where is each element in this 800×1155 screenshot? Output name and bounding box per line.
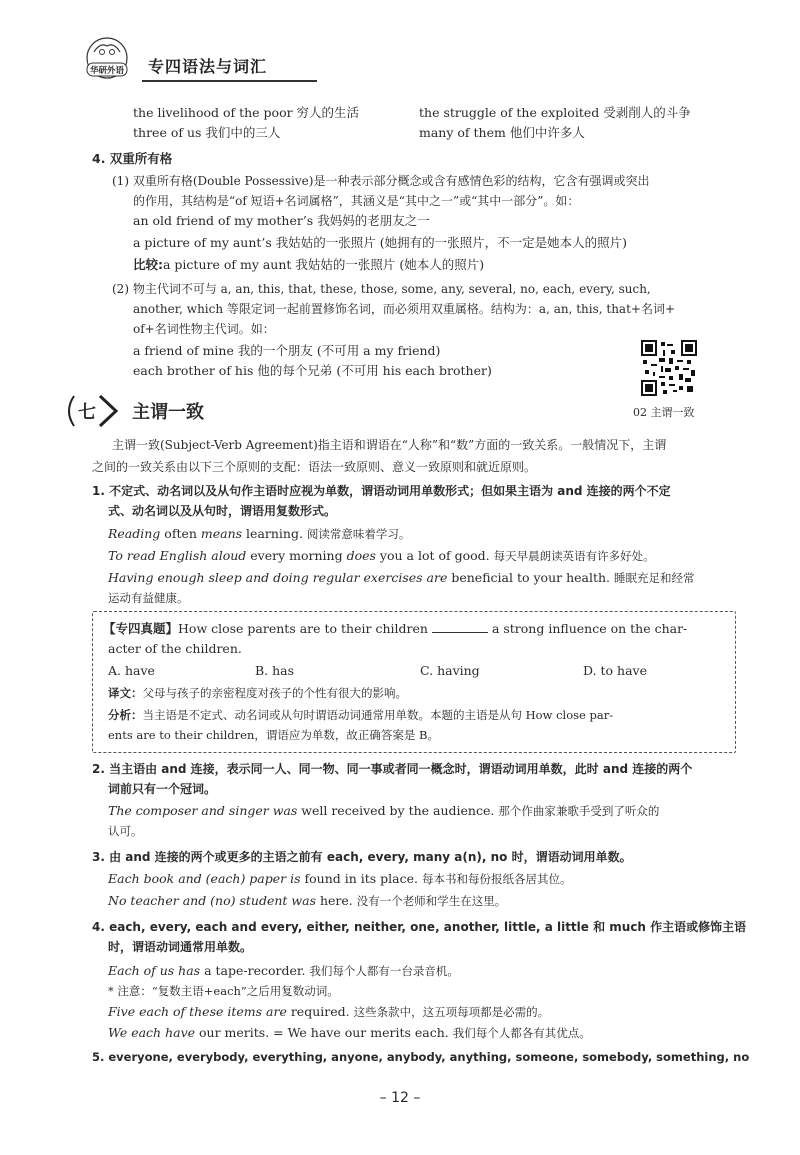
example-text: a tape-recorder. — [200, 963, 310, 978]
example-text: found in its place. — [300, 871, 422, 886]
example-text: every morning — [246, 548, 347, 563]
example-text: required. — [286, 1004, 354, 1019]
example-line: three of us 我们中的三人 — [133, 125, 281, 140]
example-text: beneficial to your health. — [447, 570, 614, 585]
example-subject: Each book and (each) paper is — [108, 871, 301, 886]
example-translation: 我们每个人都有一台录音机。 — [309, 964, 459, 978]
example-verb: means — [200, 526, 243, 541]
page-header — [80, 36, 720, 86]
example-subject: The composer and singer was — [108, 803, 298, 818]
svg-text:华研外语: 华研外语 — [89, 66, 125, 76]
example-line — [108, 525, 410, 543]
example-subject: To read English aloud — [108, 548, 247, 563]
analysis-label: 分析： — [108, 708, 143, 722]
page-number: – 12 – — [379, 1090, 421, 1106]
qr-code-icon[interactable] — [641, 340, 697, 396]
example-text: our merits. = We have our merits each. — [195, 1025, 453, 1040]
example-text: here. — [316, 893, 357, 908]
example-text: learning. — [242, 526, 307, 541]
huayan-logo-icon — [80, 36, 136, 84]
example-line: an old friend of my mother’s 我妈妈的老朋友之一 — [133, 213, 430, 228]
example-subject: Reading — [108, 526, 161, 541]
header-underline — [142, 80, 317, 82]
example-subject: Five each of these items are — [108, 1004, 287, 1019]
example-translation: 阅读常意味着学习。 — [306, 527, 411, 541]
example-verb: does — [346, 548, 376, 563]
option-c: C. having — [420, 663, 480, 678]
question-text: How close parents are to their children — [178, 621, 428, 636]
example-translation: 这些条款中，这五项每项都是必需的。 — [353, 1005, 550, 1019]
example-translation: 那个作曲家兼歌手受到了听众的 — [498, 804, 660, 818]
example-line: each brother of his 他的每个兄弟 (不可用 his each brother) — [133, 363, 492, 378]
analysis-text: 当主语是不定式、动名词或从句时谓语动词通常用单数。本题的主语是从句 How close par- — [142, 708, 614, 722]
paragraph-line: 的作用，其结构是“of 短语+名词属格”，其涵义是“其中之一”或“其中一部分”。如： — [133, 194, 580, 208]
example-line — [108, 1003, 549, 1021]
example-line: many of them 他们中许多人 — [419, 125, 585, 140]
option-a: A. have — [108, 663, 155, 678]
example-translation: 每本书和每份报纸各居其位。 — [421, 872, 572, 886]
example-line — [108, 892, 506, 910]
analysis-line — [108, 706, 613, 724]
example-text: you a lot of good. — [375, 548, 494, 563]
example-line: the livelihood of the poor 穷人的生活 — [133, 105, 360, 120]
rule-heading: 时，谓语动词通常用单数。 — [108, 940, 253, 954]
example-text: often — [160, 526, 201, 541]
translation-label: 译文： — [108, 686, 143, 700]
example-line: a friend of mine 我的一个朋友 (不可用 a my friend) — [133, 343, 441, 358]
example-subject: Having enough sleep and doing regular exercises are — [108, 570, 448, 585]
rule-heading: 2. 当主语由 and 连接，表示同一人、同一物、同一事或者同一概念时，谓语动词用单数，此时 and 连接的两个 — [92, 762, 693, 776]
example-text: well received by the audience. — [297, 803, 499, 818]
example-translation: 睡眠充足和经常 — [613, 571, 695, 585]
translation-text: 父母与孩子的亲密程度对孩子的个性有很大的影响。 — [142, 686, 407, 700]
note-line: * 注意：“复数主语+each”之后用复数动词。 — [108, 984, 339, 998]
paragraph-line: of+名词性物主代词。如： — [133, 322, 275, 336]
example-translation: 没有一个老师和学生在这里。 — [356, 894, 507, 908]
rule-heading: 5. everyone, everybody, everything, anyone, anybody, anything, someone, somebody, something, no — [92, 1050, 750, 1064]
example-line — [108, 547, 655, 565]
section-title: 主谓一致 — [132, 402, 204, 423]
section-number: 七 — [78, 402, 96, 423]
answer-blank — [432, 620, 488, 633]
qr-label: 02 主谓一致 — [633, 406, 695, 419]
rule-heading: 1. 不定式、动名词以及从句作主语时应视为单数，谓语动词用单数形式；但如果主语为 and 连接的两个不定 — [92, 484, 671, 498]
analysis-text: ents are to their children，谓语应为单数，故正确答案是 B。 — [108, 728, 439, 742]
example-line: a picture of my aunt’s 我姑姑的一张照片 (她拥有的一张照片，不一定是她本人的照片) — [133, 235, 628, 250]
exam-label: 【专四真题】 — [103, 621, 179, 636]
example-line — [108, 962, 459, 980]
compare-line — [133, 256, 484, 274]
example-subject: No teacher and (no) student was — [108, 893, 316, 908]
rule-heading: 词前只有一个冠词。 — [108, 782, 217, 796]
rule-heading: 式、动名词以及从句时，谓语用复数形式。 — [108, 504, 337, 518]
example-line: the struggle of the exploited 受剥削人的斗争 — [419, 105, 691, 120]
intro-line: 之间的一致关系由以下三个原则的支配：语法一致原则、意义一致原则和就近原则。 — [92, 460, 537, 474]
question-text: a strong influence on the char- — [491, 621, 688, 636]
option-b: B. has — [255, 663, 295, 678]
intro-line: 主谓一致(Subject-Verb Agreement)指主语和谓语在“人称”和“数”方面的一致关系。一般情况下，主谓 — [112, 438, 667, 452]
example-line — [108, 1024, 591, 1042]
rule-heading: 4. each, every, each and every, either, neither, one, another, little, a little 和 much 作主语或修饰主语 — [92, 920, 747, 934]
translation-line — [108, 684, 407, 702]
example-subject: We each have — [108, 1025, 196, 1040]
example-line — [108, 870, 571, 888]
paragraph-line: (1) 双重所有格(Double Possessive)是一种表示部分概念或含有感情色彩的结构，它含有强调或突出 — [112, 174, 650, 188]
section-heading: 4. 双重所有格 — [92, 151, 173, 166]
example-subject: Each of us has — [108, 963, 201, 978]
option-d: D. to have — [583, 663, 648, 678]
compare-text: a picture of my aunt 我姑姑的一张照片 (她本人的照片) — [163, 257, 485, 272]
paragraph-line: another, which 等限定词一起前置修饰名词，而必须用双重属格。结构为：a, an, this, that+名词+ — [133, 302, 676, 316]
header-title: 专四语法与词汇 — [148, 57, 268, 76]
paragraph-line: (2) 物主代词不可与 a, an, this, that, these, those, some, any, several, no, each, every, such, — [112, 282, 651, 296]
compare-label: 比较: — [133, 257, 163, 272]
example-line — [108, 569, 694, 587]
example-translation: 每天早晨朗读英语有许多好处。 — [493, 549, 655, 563]
exam-question-line — [103, 620, 687, 638]
section-seven-heading — [62, 394, 362, 428]
rule-heading: 3. 由 and 连接的两个或更多的主语之前有 each, every, many a(n), no 时，谓语动词用单数。 — [92, 850, 632, 864]
example-translation: 运动有益健康。 — [108, 591, 189, 605]
example-translation: 我们每个人都各有其优点。 — [452, 1026, 591, 1040]
question-text: acter of the children. — [108, 641, 242, 656]
example-translation: 认可。 — [108, 824, 143, 838]
example-line — [108, 802, 659, 820]
